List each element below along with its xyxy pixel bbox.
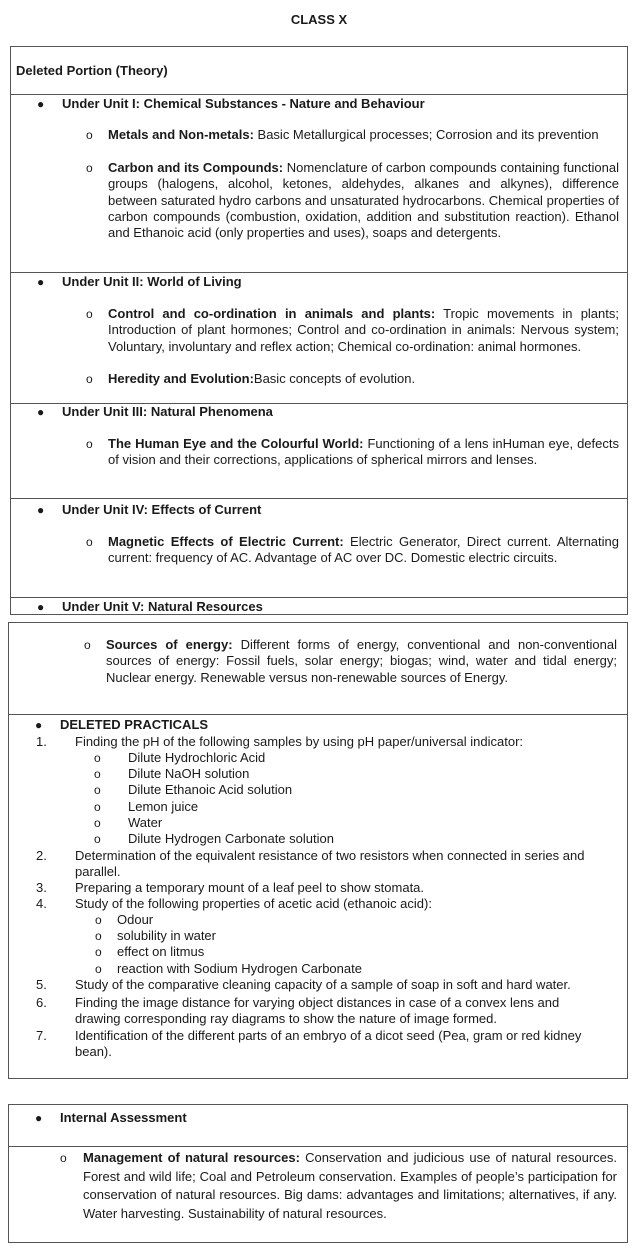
bullet-icon: ● [37, 503, 45, 517]
list-item: Determination of the equivalent resistance of two resistors when connected in series and parallel. [75, 848, 585, 879]
circle-icon: o [94, 800, 101, 814]
circle-icon: o [94, 832, 101, 846]
circle-icon: o [84, 638, 91, 652]
divider [10, 498, 628, 499]
list-item: effect on litmus [117, 944, 205, 959]
list-item: Identification of the different parts of an embryo of a dicot seed (Pea, gram or red kidney bean). [75, 1028, 582, 1059]
bullet-icon: ● [35, 1111, 43, 1125]
circle-icon: o [94, 783, 101, 797]
circle-icon: o [86, 307, 93, 321]
circle-icon: o [95, 913, 102, 927]
circle-icon: o [86, 372, 93, 386]
circle-icon: o [95, 962, 102, 976]
bullet-icon: ● [37, 275, 45, 289]
divider [10, 272, 628, 273]
list-item: Dilute Ethanoic Acid solution [128, 782, 293, 797]
circle-icon: o [86, 535, 93, 549]
item-number: 6. [36, 995, 47, 1010]
item-number: 2. [36, 848, 47, 863]
list-item: Dilute Hydrogen Carbonate solution [128, 831, 334, 846]
list-item: Preparing a temporary mount of a leaf peel to show stomata. [75, 880, 425, 895]
unit-4-title: Under Unit IV: Effects of Current [62, 502, 262, 517]
unit-1-title: Under Unit I: Chemical Substances - Nature and Behaviour [62, 96, 425, 111]
item-number: 7. [36, 1028, 47, 1043]
divider [8, 1242, 628, 1243]
list-item: Metals and Non-metals: Basic Metallurgical processes; Corrosion and its prevention [108, 127, 599, 142]
circle-icon: o [60, 1151, 67, 1165]
bullet-icon: ● [37, 600, 45, 614]
circle-icon: o [95, 929, 102, 943]
divider [10, 94, 628, 95]
theory-heading: Deleted Portion (Theory) [16, 63, 168, 78]
circle-icon: o [86, 437, 93, 451]
item-number: 1. [36, 734, 47, 749]
list-item: Management of natural resources: Conservation and judicious use of natural resources. Forest and wild life; Coal and Petroleum conservation. Examples of people’s participation for conservation of natural resources. Big dams: advantages and limitations; alternatives, if any. Water harvesting. Sustainability of natural resources. [83, 1150, 617, 1221]
divider [8, 1146, 628, 1147]
list-item: Study of the following properties of acetic acid (ethanoic acid): [75, 896, 432, 911]
circle-icon: o [94, 751, 101, 765]
divider [10, 46, 628, 47]
divider [8, 714, 628, 715]
bullet-icon: ● [37, 97, 45, 111]
bullet-icon: ● [35, 718, 43, 732]
list-item: Lemon juice [128, 799, 199, 814]
divider [8, 1104, 628, 1105]
circle-icon: o [95, 945, 102, 959]
list-item: reaction with Sodium Hydrogen Carbonate [117, 961, 362, 976]
bullet-icon: ● [37, 405, 45, 419]
divider [10, 597, 628, 598]
practicals-heading: DELETED PRACTICALS [60, 717, 209, 732]
page-title: CLASS X [290, 12, 348, 27]
internal-heading: Internal Assessment [60, 1110, 187, 1125]
list-item: Finding the pH of the following samples by using pH paper/universal indicator: [75, 734, 524, 749]
list-item: Magnetic Effects of Electric Current: Electric Generator, Direct current. Alternating current: frequency of AC. Advantage of AC over DC. Domestic electric circuits. [108, 534, 619, 566]
list-item: Carbon and its Compounds: Nomenclature of carbon compounds containing functional groups (halogens, alcohol, ketones, aldehydes, alkanes and alkynes), difference between saturated hydro carbons and unsaturated hydrocarbons. Chemical properties of carbon compounds (combustion, oxidation, addition and substitution reaction). Ethanol and Ethanoic acid (only properties and uses), soaps and detergents. [108, 160, 619, 241]
list-item: Finding the image distance for varying object distances in case of a convex lens and drawing corresponding ray diagrams to show the nature of image formed. [75, 995, 560, 1026]
list-item: Study of the comparative cleaning capacity of a sample of soap in soft and hard water. [75, 977, 571, 992]
list-item: Odour [117, 912, 154, 927]
divider [8, 1078, 628, 1079]
list-item: Water [128, 815, 163, 830]
item-number: 4. [36, 896, 47, 911]
list-item: The Human Eye and the Colourful World: Functioning of a lens inHuman eye, defects of vision and their corrections, applications of spherical mirrors and lenses. [108, 436, 619, 468]
list-item: solubility in water [117, 928, 216, 943]
unit-2-title: Under Unit II: World of Living [62, 274, 242, 289]
unit-3-title: Under Unit III: Natural Phenomena [62, 404, 273, 419]
divider [8, 622, 628, 623]
circle-icon: o [86, 128, 93, 142]
list-item: Control and co-ordination in animals and plants: Tropic movements in plants; Introduction of plant hormones; Control and co-ordination in animals: Nervous system; Voluntary, involuntary and reflex action; Chemical co-ordination: animal hormones. [108, 306, 619, 354]
list-item: Dilute NaOH solution [128, 766, 250, 781]
list-item: Heredity and Evolution:Basic concepts of evolution. [108, 371, 416, 386]
item-number: 3. [36, 880, 47, 895]
divider [10, 614, 628, 615]
unit-5-title: Under Unit V: Natural Resources [62, 599, 263, 614]
circle-icon: o [94, 816, 101, 830]
list-item: Dilute Hydrochloric Acid [128, 750, 266, 765]
circle-icon: o [86, 161, 93, 175]
list-item: Sources of energy: Different forms of energy, conventional and non-conventional sources of energy: Fossil fuels, solar energy; biogas; wind, water and tidal energy; Nuclear energy. Renewable versus non-renewable sources of Energy. [106, 637, 617, 685]
circle-icon: o [94, 767, 101, 781]
item-number: 5. [36, 977, 47, 992]
